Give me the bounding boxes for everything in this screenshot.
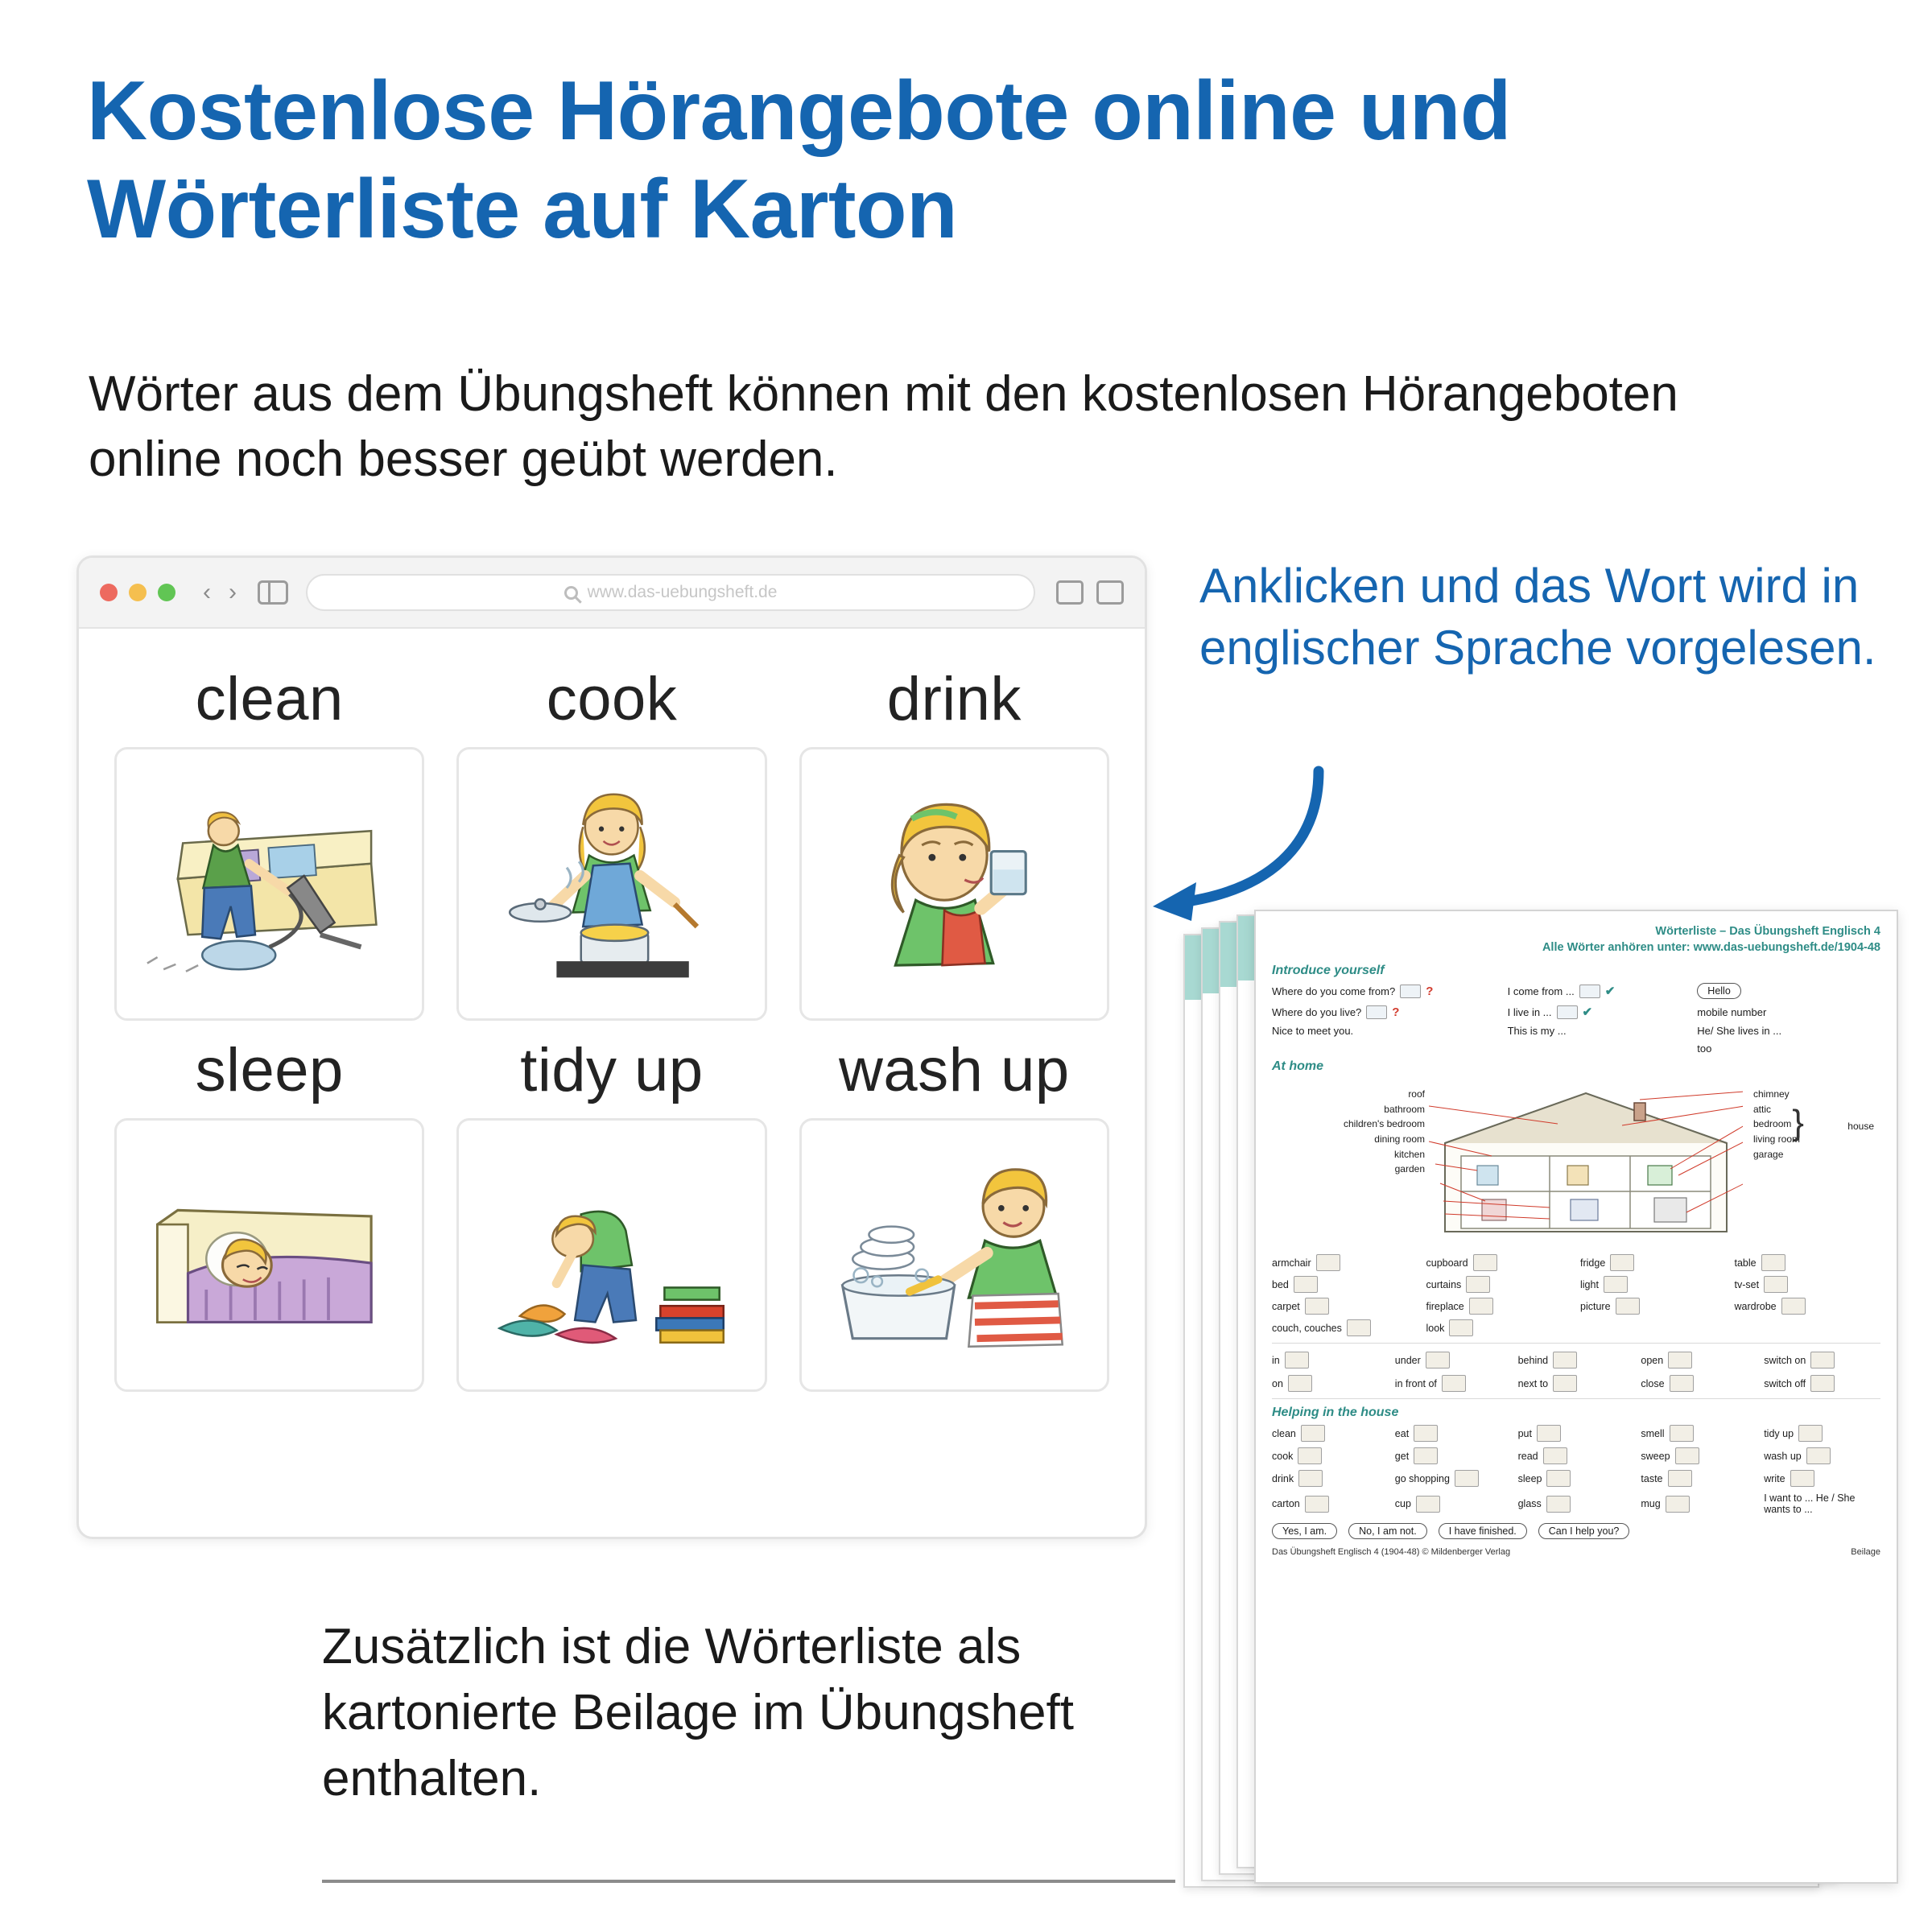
word-item <box>1764 1425 1880 1442</box>
close-icon[interactable] <box>100 584 118 601</box>
phrase-text: This is my ... <box>1507 1025 1567 1038</box>
house-label: bedroom <box>1753 1118 1792 1130</box>
word-item <box>1764 1352 1880 1368</box>
phrase-text: He/ She lives in ... <box>1697 1025 1782 1038</box>
word-label: tidy up <box>1764 1427 1794 1439</box>
table-icon <box>1761 1254 1785 1271</box>
worksheet-title: Wörterliste – Das Übungsheft Englisch 4 <box>1655 925 1880 938</box>
word-item <box>1518 1352 1635 1368</box>
phrase-bubble-row <box>1272 1523 1880 1539</box>
word-item <box>1641 1352 1757 1368</box>
worksheet-front-page <box>1254 910 1898 1884</box>
vocab-label[interactable]: tidy up <box>520 1036 704 1104</box>
word-item <box>1272 1254 1418 1271</box>
word-label: on <box>1272 1377 1283 1389</box>
go-shopping-icon <box>1455 1470 1479 1487</box>
worksheet-subtitle: Alle Wörter anhören unter: www.das-uebungsheft.de/1904-48 <box>1542 940 1880 954</box>
callout-text: Anklicken und das Wort wird in englischer Sprache vorgelesen. <box>1199 559 1876 675</box>
word-item <box>1641 1425 1757 1442</box>
vocabulary-grid <box>79 629 1145 1424</box>
word-label: drink <box>1272 1472 1294 1484</box>
address-bar-text: www.das-uebungsheft.de <box>587 583 778 601</box>
phrase-item <box>1272 1025 1501 1037</box>
vocab-card-wash-up[interactable] <box>799 1021 1109 1392</box>
word-item <box>1764 1375 1880 1392</box>
light-icon <box>1604 1276 1628 1293</box>
word-label: behind <box>1517 1354 1549 1366</box>
word-item <box>1641 1375 1757 1392</box>
question-mark-icon: ? <box>1426 984 1434 998</box>
word-label: go shopping <box>1394 1472 1450 1484</box>
browser-window-mock[interactable] <box>76 555 1147 1539</box>
vocab-label[interactable]: clean <box>195 665 344 733</box>
speech-bubble: I have finished. <box>1439 1523 1527 1539</box>
flag-icon <box>1579 985 1600 998</box>
vocab-card-clean[interactable] <box>114 650 424 1021</box>
phrase-item <box>1697 1042 1880 1055</box>
word-label: mug <box>1641 1498 1661 1510</box>
word-label: bed <box>1272 1278 1289 1290</box>
word-label: picture <box>1580 1300 1611 1312</box>
word-label: cook <box>1272 1450 1294 1462</box>
house-label: living room <box>1753 1133 1801 1145</box>
house-cutaway-illustration <box>1429 1079 1743 1244</box>
word-label: carton <box>1272 1498 1300 1510</box>
vocab-label[interactable]: cook <box>546 665 678 733</box>
toolbar-right-buttons[interactable] <box>1056 580 1124 605</box>
smell-icon <box>1670 1425 1694 1442</box>
word-item <box>1272 1470 1389 1487</box>
vocab-card-cook[interactable] <box>456 650 766 1021</box>
word-label: clean <box>1272 1427 1296 1439</box>
word-label: open <box>1641 1354 1664 1366</box>
question-mark-icon: ? <box>1392 1005 1400 1019</box>
word-item <box>1518 1470 1635 1487</box>
word-item <box>1518 1375 1635 1392</box>
phrase-text: Where do you come from? <box>1272 985 1396 997</box>
vocab-card-tidy-up[interactable] <box>456 1021 766 1392</box>
vocab-card-drink[interactable] <box>799 650 1109 1021</box>
word-label: next to <box>1517 1377 1549 1389</box>
tv-set-icon <box>1764 1276 1788 1293</box>
word-label: cupboard <box>1426 1257 1468 1269</box>
house-label: garden <box>1394 1163 1425 1175</box>
switch-on-icon <box>1810 1352 1835 1368</box>
speech-bubble: No, I am not. <box>1348 1523 1427 1539</box>
check-icon: ✔ <box>1582 1005 1593 1020</box>
signpost-icon <box>1557 1005 1578 1019</box>
drinking-girl-illustration[interactable] <box>799 747 1109 1021</box>
helping-word-grid <box>1272 1425 1880 1515</box>
word-label: curtains <box>1426 1278 1462 1290</box>
minimize-icon[interactable] <box>129 584 147 601</box>
word-label: eat <box>1394 1427 1410 1439</box>
curved-arrow-icon <box>1127 757 1336 934</box>
word-label: table <box>1734 1257 1757 1269</box>
phrase-text: too <box>1697 1042 1712 1055</box>
word-label: switch off <box>1764 1377 1806 1389</box>
phrase-text: mobile number <box>1697 1005 1767 1018</box>
word-label: glass <box>1517 1498 1542 1510</box>
word-item <box>1518 1447 1635 1464</box>
tidying-girl-illustration[interactable] <box>456 1118 766 1392</box>
tidy-up-icon <box>1798 1425 1823 1442</box>
bed-icon <box>1294 1276 1318 1293</box>
share-icon[interactable] <box>1056 580 1084 605</box>
phrase-item <box>1697 1025 1880 1037</box>
word-item <box>1580 1276 1727 1293</box>
washing-dishes-boy-illustration[interactable] <box>799 1118 1109 1392</box>
word-item <box>1764 1470 1880 1487</box>
on-box-icon <box>1288 1375 1312 1392</box>
word-label: under <box>1394 1354 1421 1366</box>
phrase-item <box>1508 1025 1691 1037</box>
cupboard-icon <box>1473 1254 1497 1271</box>
cook-icon <box>1298 1447 1322 1464</box>
footer-copyright: Das Übungsheft Englisch 4 (1904-48) © Mildenberger Verlag <box>1272 1547 1511 1558</box>
page-title: Kostenlose Hörangebote online und Wörterliste auf Karton <box>87 64 1511 256</box>
word-item <box>1272 1319 1418 1336</box>
word-item <box>1641 1470 1757 1487</box>
next-to-box-icon <box>1553 1375 1577 1392</box>
word-item <box>1395 1375 1512 1392</box>
word-item <box>1735 1319 1881 1336</box>
speech-bubble: Can I help you? <box>1538 1523 1630 1539</box>
word-item <box>1426 1254 1573 1271</box>
drink-icon <box>1298 1470 1323 1487</box>
word-item <box>1641 1447 1757 1464</box>
word-label: wardrobe <box>1734 1300 1777 1312</box>
glass-icon <box>1546 1496 1571 1513</box>
armchair-icon <box>1316 1254 1340 1271</box>
footer-label: Beilage <box>1851 1547 1880 1558</box>
picture-icon <box>1616 1298 1640 1315</box>
intro-paragraph: Wörter aus dem Übungsheft können mit den kostenlosen Hörangeboten online noch besser geübt werden. <box>89 366 1678 487</box>
word-label: armchair <box>1272 1257 1311 1269</box>
word-item <box>1395 1447 1512 1464</box>
carton-icon <box>1305 1496 1329 1513</box>
house-brace-label: house <box>1847 1121 1874 1133</box>
look-icon <box>1449 1319 1473 1336</box>
word-label: sleep <box>1517 1472 1542 1484</box>
worksheet-footer <box>1272 1547 1880 1557</box>
house-diagram <box>1272 1079 1880 1248</box>
vocab-label[interactable]: wash up <box>839 1036 1070 1104</box>
word-item <box>1764 1447 1880 1464</box>
word-label: look <box>1426 1322 1445 1334</box>
word-label: switch on <box>1764 1354 1806 1366</box>
forward-arrow-icon[interactable]: › <box>229 579 237 605</box>
browser-toolbar <box>79 558 1145 629</box>
under-box-icon <box>1426 1352 1450 1368</box>
word-item <box>1272 1375 1389 1392</box>
word-item <box>1580 1298 1727 1315</box>
house-label: roof <box>1408 1088 1425 1100</box>
word-item <box>1426 1298 1573 1315</box>
phrase-text: Nice to meet you. <box>1272 1025 1354 1038</box>
phrase-item <box>1272 985 1501 998</box>
window-controls[interactable] <box>100 584 175 601</box>
word-label: read <box>1517 1450 1538 1462</box>
house-label: chimney <box>1753 1088 1790 1100</box>
nav-buttons[interactable] <box>203 579 237 606</box>
behind-box-icon <box>1553 1352 1577 1368</box>
vocab-label[interactable]: drink <box>886 665 1022 733</box>
word-label: put <box>1517 1427 1532 1439</box>
word-label: light <box>1580 1278 1599 1290</box>
word-item <box>1272 1276 1418 1293</box>
check-icon: ✔ <box>1604 985 1616 999</box>
word-item <box>1764 1492 1880 1515</box>
word-label: in <box>1272 1354 1280 1366</box>
back-arrow-icon[interactable]: ‹ <box>203 579 211 605</box>
word-item <box>1580 1319 1727 1336</box>
word-label: in front of <box>1394 1377 1437 1389</box>
vocab-label[interactable]: sleep <box>195 1036 344 1104</box>
flag-icon <box>1400 985 1421 998</box>
phrase-item <box>1272 1005 1501 1019</box>
in-box-icon <box>1285 1352 1309 1368</box>
in-front-of-box-icon <box>1442 1375 1466 1392</box>
phrase-text: I live in ... <box>1507 1005 1552 1018</box>
maximize-icon[interactable] <box>158 584 175 601</box>
vocab-card-sleep[interactable] <box>114 1021 424 1392</box>
phrase-item <box>1697 983 1880 999</box>
word-item <box>1426 1319 1573 1336</box>
divider <box>1272 1343 1880 1344</box>
phrase-text: I come from ... <box>1507 985 1575 997</box>
word-label: I want to ... He / She wants to ... <box>1764 1492 1856 1516</box>
word-label: close <box>1641 1377 1665 1389</box>
word-item <box>1735 1298 1881 1315</box>
word-item <box>1272 1298 1418 1315</box>
house-label: kitchen <box>1393 1148 1425 1160</box>
phrase-item <box>1508 1005 1691 1019</box>
speech-bubble: Yes, I am. <box>1272 1523 1337 1539</box>
section-title-introduce: Introduce yourself <box>1272 964 1385 978</box>
word-item <box>1395 1425 1512 1442</box>
word-item <box>1735 1276 1881 1293</box>
sidebar-toggle-icon[interactable] <box>258 580 288 605</box>
phrase-item <box>1697 1006 1880 1018</box>
fridge-icon <box>1610 1254 1634 1271</box>
mug-icon <box>1666 1496 1690 1513</box>
at-home-word-grid <box>1272 1254 1880 1336</box>
word-label: get <box>1394 1450 1410 1462</box>
clean-icon <box>1301 1425 1325 1442</box>
sleep-icon <box>1546 1470 1571 1487</box>
word-label: sweep <box>1641 1450 1670 1462</box>
vacuuming-boy-illustration[interactable] <box>114 747 424 1021</box>
section-title-helping: Helping in the house <box>1272 1406 1399 1420</box>
tabs-icon[interactable] <box>1096 580 1124 605</box>
word-label: cup <box>1394 1498 1411 1510</box>
word-item <box>1518 1492 1635 1515</box>
phrase-text: Where do you live? <box>1272 1005 1362 1018</box>
house-label: dining room <box>1374 1133 1425 1145</box>
wardrobe-icon <box>1781 1298 1806 1315</box>
eat-icon <box>1414 1425 1438 1442</box>
worksheet-header <box>1272 924 1880 956</box>
word-item <box>1272 1447 1389 1464</box>
worksheet-stack <box>1183 910 1916 1916</box>
brace-icon: } <box>1792 1103 1804 1143</box>
word-item <box>1518 1425 1635 1442</box>
word-label: smell <box>1641 1427 1665 1439</box>
wash-up-icon <box>1806 1447 1831 1464</box>
get-icon <box>1414 1447 1438 1464</box>
write-icon <box>1790 1470 1814 1487</box>
couch-icon <box>1347 1319 1371 1336</box>
sweep-icon <box>1675 1447 1699 1464</box>
signpost-icon <box>1366 1005 1387 1019</box>
divider <box>1272 1398 1880 1399</box>
word-item <box>1426 1276 1573 1293</box>
switch-off-icon <box>1810 1375 1835 1392</box>
word-label: wash up <box>1764 1450 1802 1462</box>
preposition-grid <box>1272 1352 1880 1392</box>
word-item <box>1580 1254 1727 1271</box>
word-item <box>1272 1352 1389 1368</box>
word-item <box>1395 1492 1512 1515</box>
house-labels-left <box>1272 1087 1425 1177</box>
fireplace-icon <box>1469 1298 1493 1315</box>
bottom-paragraph: Zusätzlich ist die Wörterliste als kartonierte Beilage im Übungsheft enthalten. <box>322 1619 1074 1806</box>
cooking-girl-illustration[interactable] <box>456 747 766 1021</box>
word-label: taste <box>1641 1472 1663 1484</box>
house-label: children's bedroom <box>1343 1118 1425 1130</box>
curtains-icon <box>1466 1276 1490 1293</box>
open-curtain-icon <box>1668 1352 1692 1368</box>
house-label: bathroom <box>1384 1103 1425 1115</box>
word-label: carpet <box>1272 1300 1300 1312</box>
word-label: write <box>1764 1472 1785 1484</box>
word-label: fridge <box>1580 1257 1606 1269</box>
word-item <box>1395 1470 1512 1487</box>
word-item <box>1272 1425 1389 1442</box>
speech-bubble: Hello <box>1697 983 1741 999</box>
search-icon <box>564 586 578 600</box>
sleeping-child-illustration[interactable] <box>114 1118 424 1392</box>
word-label: couch, couches <box>1272 1322 1342 1334</box>
close-curtain-icon <box>1670 1375 1694 1392</box>
word-item <box>1272 1492 1389 1515</box>
address-bar[interactable] <box>306 574 1035 611</box>
carpet-icon <box>1305 1298 1329 1315</box>
word-label: tv-set <box>1734 1278 1760 1290</box>
word-item <box>1395 1352 1512 1368</box>
phrase-item <box>1508 984 1691 998</box>
house-label: attic <box>1753 1103 1772 1115</box>
word-label: fireplace <box>1426 1300 1464 1312</box>
read-icon <box>1543 1447 1567 1464</box>
bottom-divider <box>322 1880 1175 1883</box>
house-label: garage <box>1753 1148 1784 1160</box>
word-item <box>1641 1492 1757 1515</box>
introduce-rows <box>1272 983 1880 1055</box>
section-title-at-home: At home <box>1272 1059 1323 1074</box>
word-item <box>1735 1254 1881 1271</box>
taste-icon <box>1668 1470 1692 1487</box>
cup-icon <box>1416 1496 1440 1513</box>
put-icon <box>1537 1425 1561 1442</box>
